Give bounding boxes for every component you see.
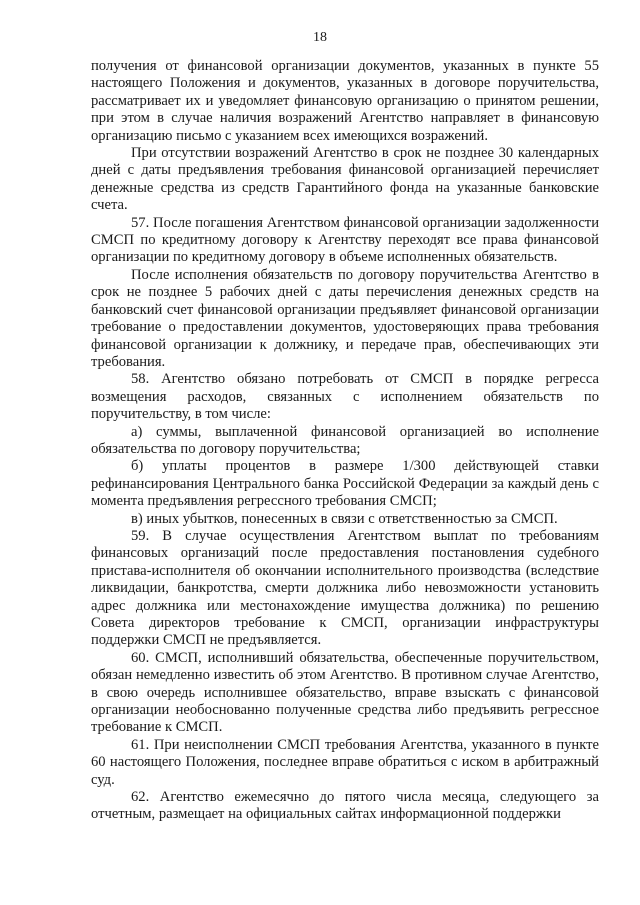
- paragraph-58-a: а) суммы, выплаченной финансовой организацией во исполнение обязательства по договору поручительства;: [91, 423, 599, 457]
- paragraph-continuation: получения от финансовой организации документов, указанных в пункте 55 настоящего Положения и документов, указанных в договоре поручительства, рассматривает их и уведомляет финансовую организацию о принятом решении, при этом в случае наличия возражений Агентство направляет в финансовую организацию письмо с указанием всех имеющихся возражений.: [91, 58, 599, 144]
- paragraph-59: 59. В случае осуществления Агентством выплат по требованиям финансовых организаций после предоставления постановления судебного пристава-исполнителя об окончании исполнительного производства (вследствие ликвидации, банкротства, смерти должника либо невозможности установить адрес должника или местонахождение имущества должника) по решению Совета директоров требование к СМСП, организации инфраструктуры поддержки СМСП не предъявляется.: [91, 527, 599, 649]
- paragraph-61: 61. При неисполнении СМСП требования Агентства, указанного в пункте 60 настоящего Положения, последнее вправе обратиться с иском в арбитражный суд.: [91, 736, 599, 788]
- paragraph-62: 62. Агентство ежемесячно до пятого числа месяца, следующего за отчетным, размещает на официальных сайтах информационной поддержки: [91, 789, 599, 823]
- paragraph-58: 58. Агентство обязано потребовать от СМСП в порядке регресса возмещения расходов, связанных с исполнением обязательств по поручительству, в том числе:: [91, 371, 599, 423]
- paragraph-58-b: б) уплаты процентов в размере 1/300 действующей ставки рефинансирования Центрального банка Российской Федерации за каждый день с момента предъявления регрессного требования СМСП;: [91, 458, 599, 510]
- paragraph-no-objections: При отсутствии возражений Агентство в срок не позднее 30 календарных дней с даты предъявления требования финансовой организацией перечисляет денежные средства из средств Гарантийного фонда на указанные банковские счета.: [91, 145, 599, 214]
- paragraph-after-fulfillment: После исполнения обязательств по договору поручительства Агентство в срок не позднее 5 рабочих дней с даты перечисления денежных средств на банковский счет финансовой организации предъявляет финансовой организации требование о предоставлении документов, удостоверяющих права требования финансовой организации к должнику, и передаче прав, обеспечивающих эти требования.: [91, 266, 599, 370]
- paragraph-57: 57. После погашения Агентством финансовой организации задолженности СМСП по кредитному договору к Агентству переходят все права финансовой организации по кредитному договору в объеме исполненных обязательств.: [91, 214, 599, 266]
- paragraph-60: 60. СМСП, исполнивший обязательства, обеспеченные поручительством, обязан немедленно известить об этом Агентство. В противном случае Агентство, в свою очередь исполнившее обязательство, вправе взыскать с финансовой организации необоснованно полученные средства либо предъявить регрессное требование к СМСП.: [91, 649, 599, 736]
- document-body: [91, 58, 599, 824]
- page-number: 18: [313, 30, 327, 45]
- paragraph-58-c: в) иных убытков, понесенных в связи с ответственностью за СМСП.: [131, 510, 558, 527]
